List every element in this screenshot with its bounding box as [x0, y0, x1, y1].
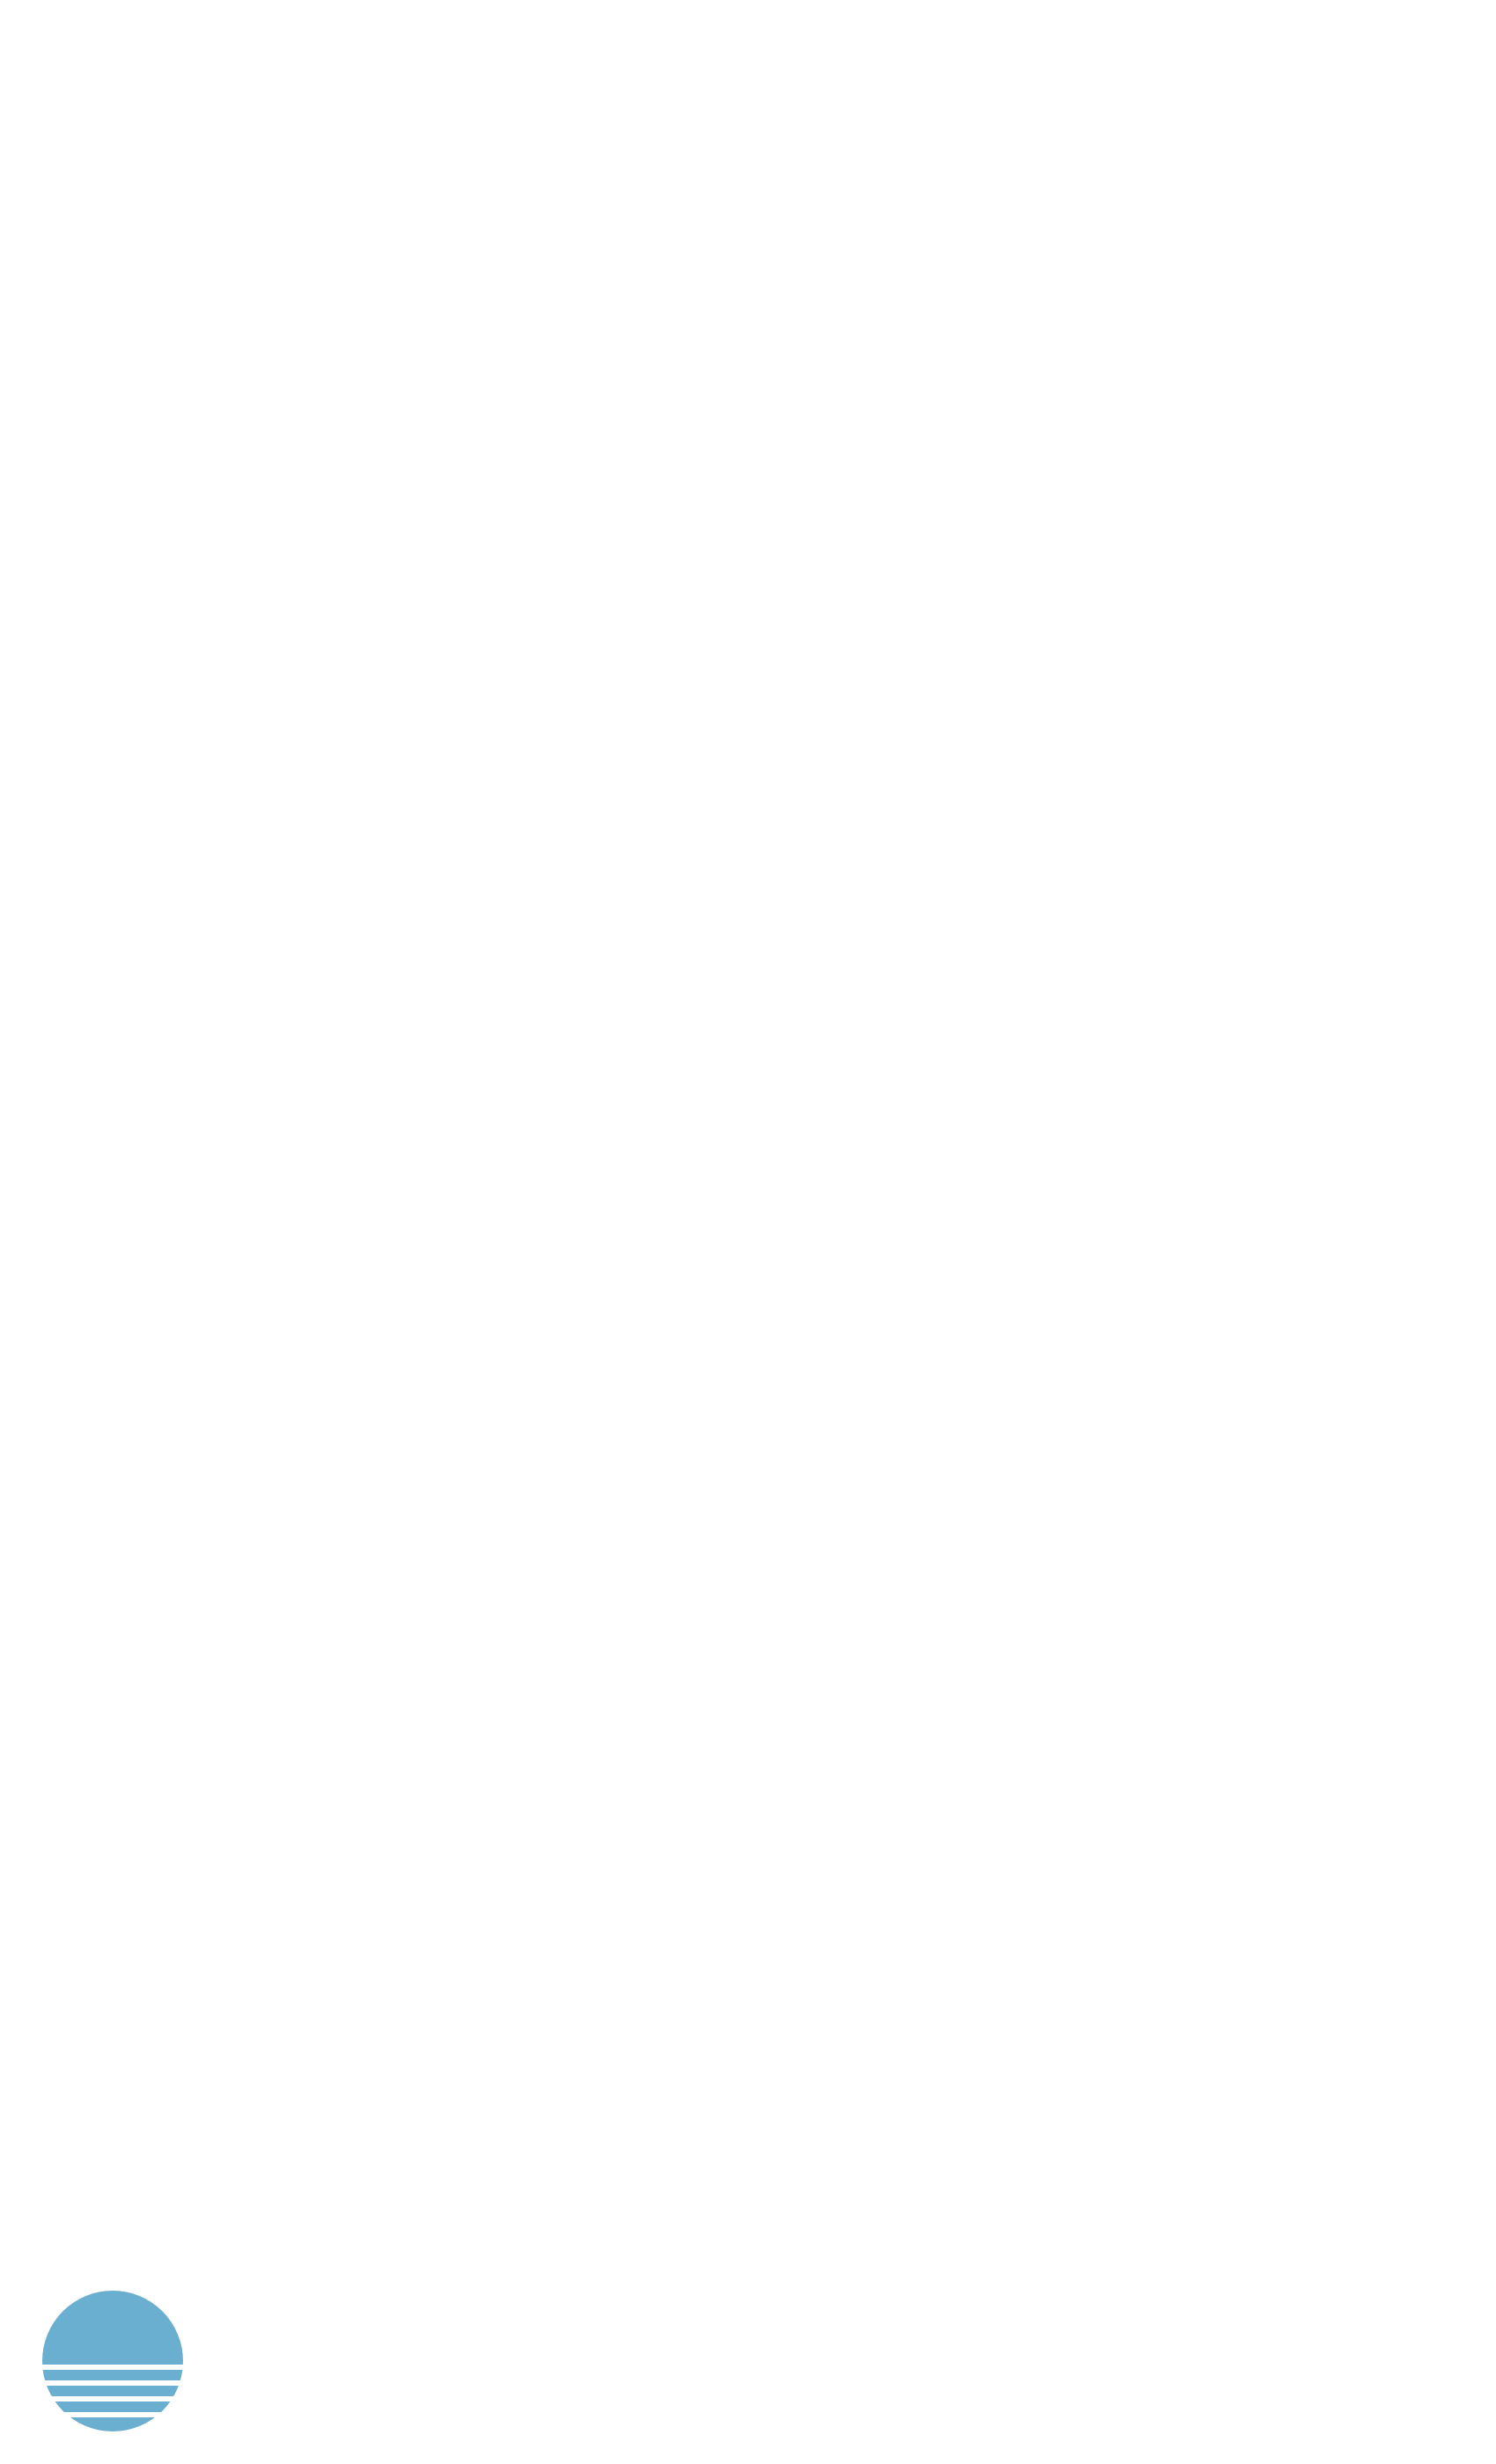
- watermark-logo: [0, 2248, 1496, 2464]
- sun-icon: [39, 2291, 187, 2431]
